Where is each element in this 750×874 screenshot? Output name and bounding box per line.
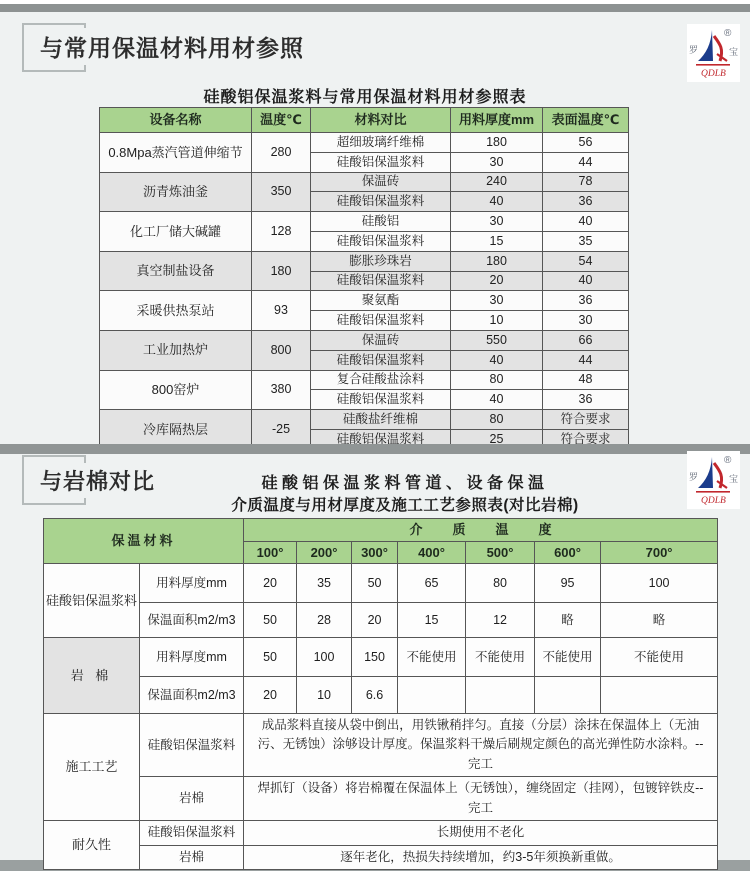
material-label-cell: 岩 棉 [44, 638, 140, 714]
durability-label-cell: 耐久性 [44, 820, 140, 869]
header-temp-600: 600° [535, 542, 601, 564]
device-cell: 800窑炉 [100, 370, 252, 410]
header-material: 材料对比 [311, 108, 451, 133]
value-cell: 150 [352, 638, 398, 677]
surface-temp-cell: 78 [543, 172, 629, 192]
material-sublabel-cell: 硅酸铝保温浆料 [140, 714, 244, 777]
process-label-cell: 施工工艺 [44, 714, 140, 821]
header-temp-200: 200° [297, 542, 352, 564]
material-cell: 膨胀珍珠岩 [311, 251, 451, 271]
table-row [44, 714, 718, 777]
value-cell: 95 [535, 564, 601, 603]
metric-label-cell: 保温面积m2/m3 [140, 603, 244, 638]
value-cell: 100 [601, 564, 718, 603]
material-sublabel-cell: 岩棉 [140, 777, 244, 821]
material-cell: 硅酸铝保温浆料 [311, 271, 451, 291]
material-cell: 保温砖 [311, 172, 451, 192]
value-cell: 10 [297, 677, 352, 714]
material-cell: 硅酸铝保温浆料 [311, 429, 451, 444]
material-cell: 硅酸铝保温浆料 [311, 350, 451, 370]
metric-label-cell: 用料厚度mm [140, 638, 244, 677]
svg-text:宝: 宝 [729, 474, 739, 484]
section1-table-caption: 硅酸铝保温浆料与常用保温材料用材参照表 [203, 89, 527, 106]
temp-cell: 800 [252, 330, 311, 370]
surface-temp-cell: 符合要求 [543, 410, 629, 430]
material-cell: 硅酸铝保温浆料 [311, 311, 451, 331]
value-cell: 28 [297, 603, 352, 638]
surface-temp-cell: 40 [543, 271, 629, 291]
surface-temp-cell: 36 [543, 390, 629, 410]
surface-temp-cell: 44 [543, 350, 629, 370]
table-row [44, 677, 718, 714]
comparison-table-wrapper [99, 107, 632, 444]
value-cell [398, 677, 466, 714]
durability-description-cell: 长期使用不老化 [244, 820, 718, 845]
table-row [44, 820, 718, 845]
middle-divider-bar [0, 444, 750, 454]
value-cell: 50 [244, 638, 297, 677]
material-cell: 硅酸铝保温浆料 [311, 390, 451, 410]
value-cell: 20 [244, 564, 297, 603]
header-insulation-material: 保温材料 [44, 519, 244, 564]
svg-text:宝: 宝 [729, 47, 739, 57]
surface-temp-cell: 54 [543, 251, 629, 271]
value-cell: 20 [244, 677, 297, 714]
material-cell: 硅酸铝保温浆料 [311, 152, 451, 172]
thickness-cell: 80 [451, 410, 543, 430]
value-cell: 100 [297, 638, 352, 677]
rockwool-comparison-table [43, 518, 718, 870]
value-cell: 不能使用 [398, 638, 466, 677]
value-cell: 50 [352, 564, 398, 603]
header-temp: 温度℃ [252, 108, 311, 133]
material-cell: 硅酸铝 [311, 212, 451, 232]
surface-temp-cell: 48 [543, 370, 629, 390]
thickness-cell: 30 [451, 291, 543, 311]
table-row [44, 777, 718, 821]
metric-label-cell: 用料厚度mm [140, 564, 244, 603]
thickness-cell: 25 [451, 429, 543, 444]
value-cell: 50 [244, 603, 297, 638]
header-temp-300: 300° [352, 542, 398, 564]
thickness-cell: 20 [451, 271, 543, 291]
value-cell: 80 [466, 564, 535, 603]
thickness-cell: 30 [451, 152, 543, 172]
table-row [100, 410, 629, 430]
value-cell [601, 677, 718, 714]
caption-line-1: 硅酸铝保温浆料管道、设备保温 [261, 475, 549, 492]
brand-logo [687, 451, 740, 509]
material-cell: 硅酸铝保温浆料 [311, 231, 451, 251]
device-cell: 工业加热炉 [100, 330, 252, 370]
value-cell: 略 [601, 603, 718, 638]
device-cell: 沥青炼油釜 [100, 172, 252, 212]
value-cell: 65 [398, 564, 466, 603]
table-row [100, 370, 629, 390]
thickness-cell: 10 [451, 311, 543, 331]
surface-temp-cell: 44 [543, 152, 629, 172]
temp-cell: -25 [252, 410, 311, 444]
durability-description-cell: 逐年老化，热损失持续增加，约3-5年须换新重做。 [244, 845, 718, 869]
table-row [44, 564, 718, 603]
material-sublabel-cell: 岩棉 [140, 845, 244, 869]
value-cell: 20 [352, 603, 398, 638]
material-cell: 复合硅酸盐涂料 [311, 370, 451, 390]
section1-title: 与常用保温材料用材参照 [38, 28, 316, 65]
header-temp-700: 700° [601, 542, 718, 564]
thickness-cell: 240 [451, 172, 543, 192]
header-medium-temperature: 介质温度 [244, 519, 718, 542]
svg-text:罗: 罗 [689, 45, 699, 55]
material-cell: 聚氨酯 [311, 291, 451, 311]
table-row [100, 172, 629, 192]
header-device: 设备名称 [100, 108, 252, 133]
temp-cell: 350 [252, 172, 311, 212]
table-row [100, 330, 629, 350]
value-cell: 不能使用 [601, 638, 718, 677]
value-cell: 35 [297, 564, 352, 603]
material-cell: 硅酸盐纤维棉 [311, 410, 451, 430]
surface-temp-cell: 符合要求 [543, 429, 629, 444]
value-cell: 15 [398, 603, 466, 638]
metric-label-cell: 保温面积m2/m3 [140, 677, 244, 714]
table-row [44, 603, 718, 638]
thickness-cell: 180 [451, 251, 543, 271]
material-sublabel-cell: 硅酸铝保温浆料 [140, 820, 244, 845]
material-cell: 硅酸铝保温浆料 [311, 192, 451, 212]
device-cell: 0.8Mpa蒸汽管道伸缩节 [100, 133, 252, 173]
value-cell: 不能使用 [535, 638, 601, 677]
header-thickness: 用料厚度mm [451, 108, 543, 133]
svg-text:罗: 罗 [689, 472, 699, 482]
table-row [100, 133, 629, 153]
material-cell: 超细玻璃纤维棉 [311, 133, 451, 153]
header-temp-500: 500° [466, 542, 535, 564]
material-label-cell: 硅酸铝保温浆料 [44, 564, 140, 638]
value-cell [535, 677, 601, 714]
section2-title: 与岩棉对比 [38, 463, 167, 498]
thickness-cell: 30 [451, 212, 543, 232]
device-cell: 采暖供热泵站 [100, 291, 252, 331]
svg-text:QDLB: QDLB [701, 69, 726, 79]
surface-temp-cell: 40 [543, 212, 629, 232]
temp-cell: 180 [252, 251, 311, 291]
material-comparison-table [99, 107, 629, 444]
temp-cell: 93 [252, 291, 311, 331]
table-row [100, 212, 629, 232]
brand-logo-icon [687, 24, 740, 82]
material-cell: 保温砖 [311, 330, 451, 350]
surface-temp-cell: 66 [543, 330, 629, 350]
surface-temp-cell: 36 [543, 192, 629, 212]
table-row [44, 638, 718, 677]
table-header-row [100, 108, 629, 133]
value-cell: 12 [466, 603, 535, 638]
process-description-cell: 焊抓钉（设备）将岩棉覆在保温体上（无锈蚀），缠绕固定（挂网），包镀锌铁皮--完工 [244, 777, 718, 821]
temp-cell: 280 [252, 133, 311, 173]
value-cell: 不能使用 [466, 638, 535, 677]
table-row [44, 845, 718, 869]
thickness-cell: 40 [451, 350, 543, 370]
thickness-cell: 80 [451, 370, 543, 390]
table-row [100, 251, 629, 271]
thickness-cell: 40 [451, 192, 543, 212]
section2-table-caption [180, 473, 630, 517]
process-description-cell: 成品浆料直接从袋中倒出，用铁锹稍拌匀。直接（分层）涂抹在保温体上（无油污、无锈蚀）涂够设计厚度。保温浆料干燥后刷规定颜色的高光弹性防水涂料。--完工 [244, 714, 718, 777]
table-row [100, 291, 629, 311]
surface-temp-cell: 30 [543, 311, 629, 331]
surface-temp-cell: 56 [543, 133, 629, 153]
brand-logo [687, 24, 740, 82]
value-cell [466, 677, 535, 714]
caption-line-2: 介质温度与用材厚度及施工工艺参照表(对比岩棉) [231, 497, 579, 515]
surface-temp-cell: 35 [543, 231, 629, 251]
surface-temp-cell: 36 [543, 291, 629, 311]
rockwool-comparison-table-wrapper [43, 518, 718, 870]
header-temp-100: 100° [244, 542, 297, 564]
svg-text:QDLB: QDLB [701, 496, 726, 506]
thickness-cell: 180 [451, 133, 543, 153]
value-cell: 略 [535, 603, 601, 638]
brand-logo-icon [687, 451, 740, 509]
device-cell: 化工厂储大碱罐 [100, 212, 252, 252]
value-cell: 6.6 [352, 677, 398, 714]
thickness-cell: 550 [451, 330, 543, 350]
thickness-cell: 40 [451, 390, 543, 410]
svg-text:®: ® [724, 455, 732, 466]
device-cell: 真空制盐设备 [100, 251, 252, 291]
thickness-cell: 15 [451, 231, 543, 251]
temp-cell: 380 [252, 370, 311, 410]
top-divider-bar [0, 4, 750, 12]
table-header-row [44, 519, 718, 542]
svg-text:®: ® [724, 28, 732, 39]
header-temp-400: 400° [398, 542, 466, 564]
header-surface-temp: 表面温度℃ [543, 108, 629, 133]
device-cell: 冷库隔热层 [100, 410, 252, 444]
temp-cell: 128 [252, 212, 311, 252]
